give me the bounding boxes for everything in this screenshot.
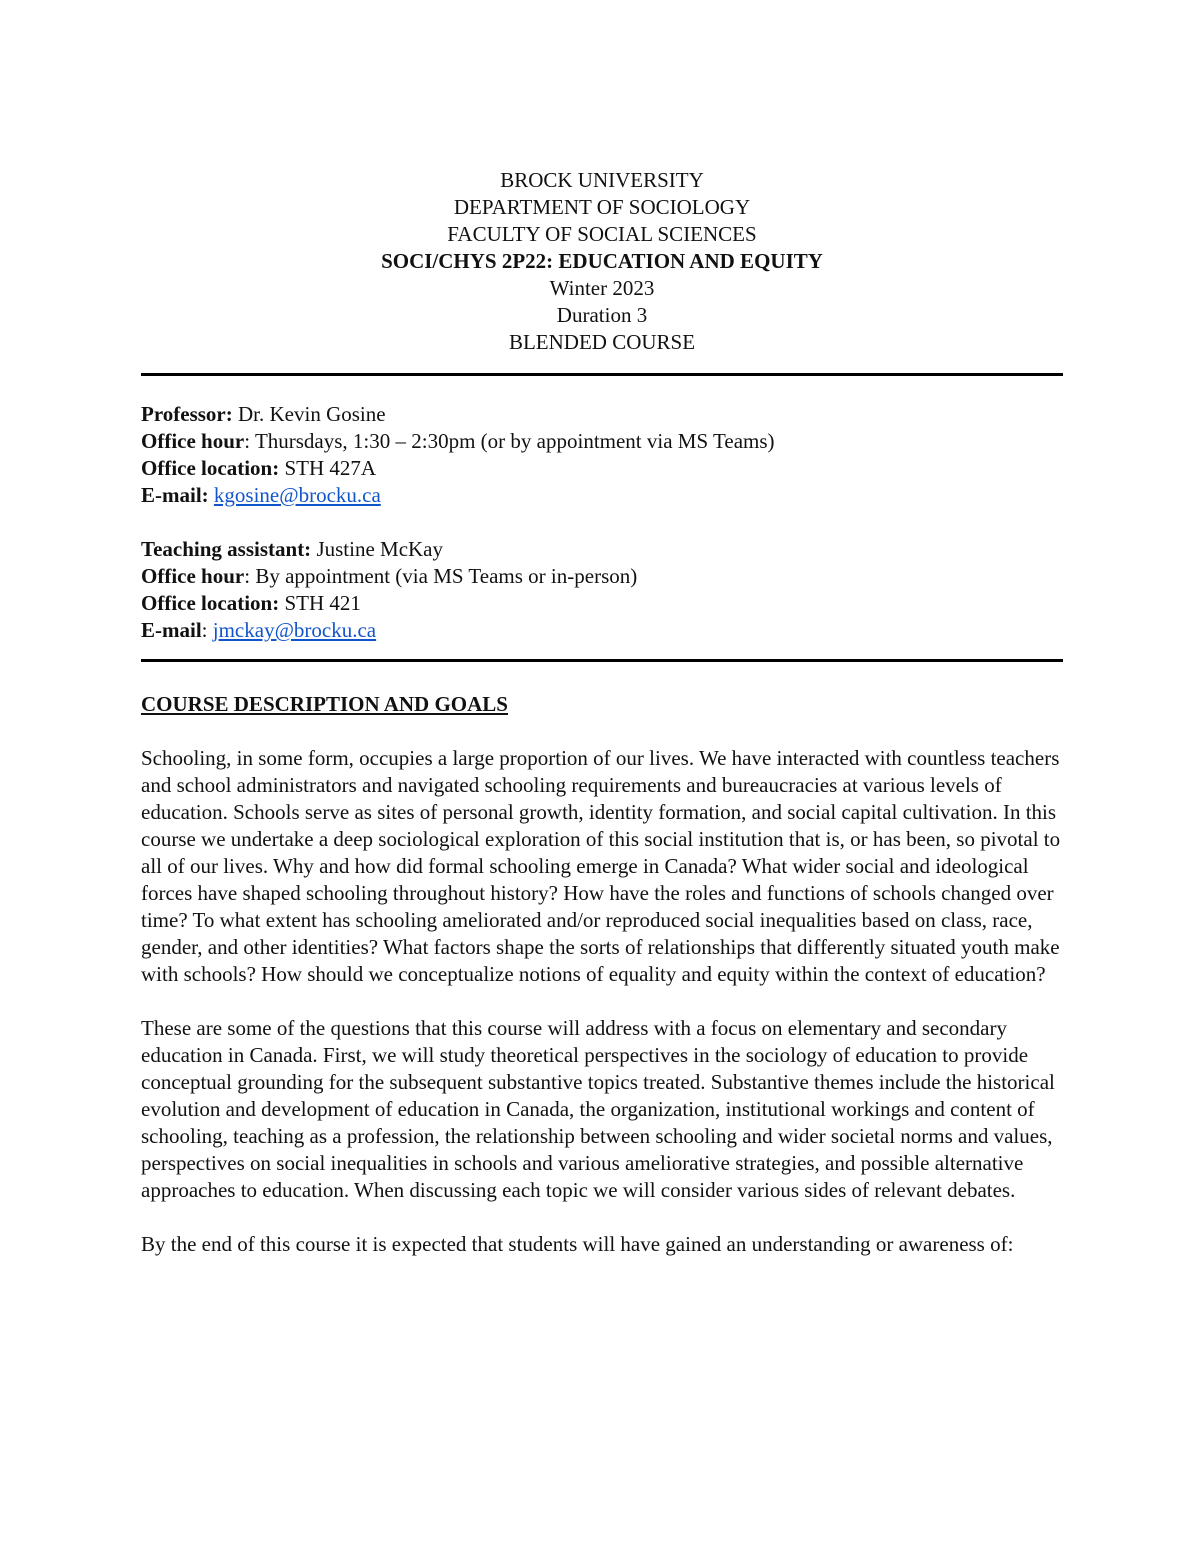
spacer: [141, 509, 1063, 536]
ta-email-separator: :: [201, 618, 213, 642]
ta-office-hour-row: [141, 563, 1063, 590]
faculty-name: FACULTY OF SOCIAL SCIENCES: [447, 222, 757, 246]
ta-email-row: [141, 617, 1063, 644]
ta-email-label: E-mail: [141, 618, 202, 642]
ta-office-location-row: [141, 590, 1063, 617]
contact-block: [141, 401, 1063, 644]
ta-name: Justine McKay: [311, 537, 444, 561]
course-duration: Duration 3: [556, 303, 648, 327]
course-title: SOCI/CHYS 2P22: EDUCATION AND EQUITY: [381, 249, 823, 273]
professor-email-row: [141, 482, 1063, 509]
course-format: BLENDED COURSE: [508, 330, 696, 354]
university-name: BROCK UNIVERSITY: [500, 168, 704, 192]
professor-label: Professor:: [141, 402, 233, 426]
ta-office-location: STH 421: [279, 591, 361, 615]
ta-email-link[interactable]: jmckay@brocku.ca: [212, 618, 377, 642]
divider-top: [141, 373, 1063, 376]
professor-office-location-label: Office location:: [141, 456, 280, 480]
professor-office-hour-label: Office hour: [141, 429, 245, 453]
department-name: DEPARTMENT OF SOCIOLOGY: [453, 195, 751, 219]
professor-office-hour: : Thursdays, 1:30 – 2:30pm (or by appointment via MS Teams): [244, 429, 775, 453]
ta-office-hour: : By appointment (via MS Teams or in-person): [244, 564, 638, 588]
professor-row: [141, 401, 1063, 428]
professor-email-label: E-mail:: [141, 483, 209, 507]
section-heading: COURSE DESCRIPTION AND GOALS: [141, 692, 508, 716]
paragraph-1: Schooling, in some form, occupies a large proportion of our lives. We have interacted with countless teachers and school administrators and navigated schooling requirements and bureaucracies at various levels of education. Schools serve as sites of personal growth, identity formation, and social capital cultivation. In this course we undertake a deep sociological exploration of this social institution that is, or has been, so pivotal to all of our lives. Why and how did formal schooling emerge in Canada? What wider social and ideological forces have shaped schooling throughout history? How have the roles and functions of schools changed over time? To what extent has schooling ameliorated and/or reproduced social inequalities based on class, race, gender, and other identities? What factors shape the sorts of relationships that differently situated youth make with schools? How should we conceptualize notions of equality and equity within the context of education?: [141, 746, 1061, 986]
professor-office-location-row: [141, 455, 1063, 482]
ta-office-hour-label: Office hour: [141, 564, 245, 588]
ta-label: Teaching assistant:: [141, 537, 312, 561]
professor-email-link[interactable]: kgosine@brocku.ca: [213, 483, 381, 507]
document-header: [141, 167, 1063, 356]
paragraph-3: By the end of this course it is expected that students will have gained an understanding or awareness of:: [141, 1232, 1014, 1256]
divider-bottom: [141, 659, 1063, 662]
paragraph-2: These are some of the questions that this course will address with a focus on elementary and secondary education in Canada. First, we will study theoretical perspectives in the sociology of education to provide conceptual grounding for the subsequent substantive topics treated. Substantive themes include the historical evolution and development of education in Canada, the organization, institutional workings and content of schooling, teaching as a profession, the relationship between schooling and wider societal norms and values, perspectives on social inequalities in schools and various ameliorative strategies, and possible alternative approaches to education. When discussing each topic we will consider various sides of relevant debates.: [141, 1016, 1055, 1202]
ta-row: [141, 536, 1063, 563]
professor-office-location: STH 427A: [279, 456, 377, 480]
professor-office-hour-row: [141, 428, 1063, 455]
professor-name: Dr. Kevin Gosine: [232, 402, 386, 426]
ta-office-location-label: Office location:: [141, 591, 280, 615]
course-term: Winter 2023: [549, 276, 655, 300]
page-content: [141, 167, 1063, 1258]
